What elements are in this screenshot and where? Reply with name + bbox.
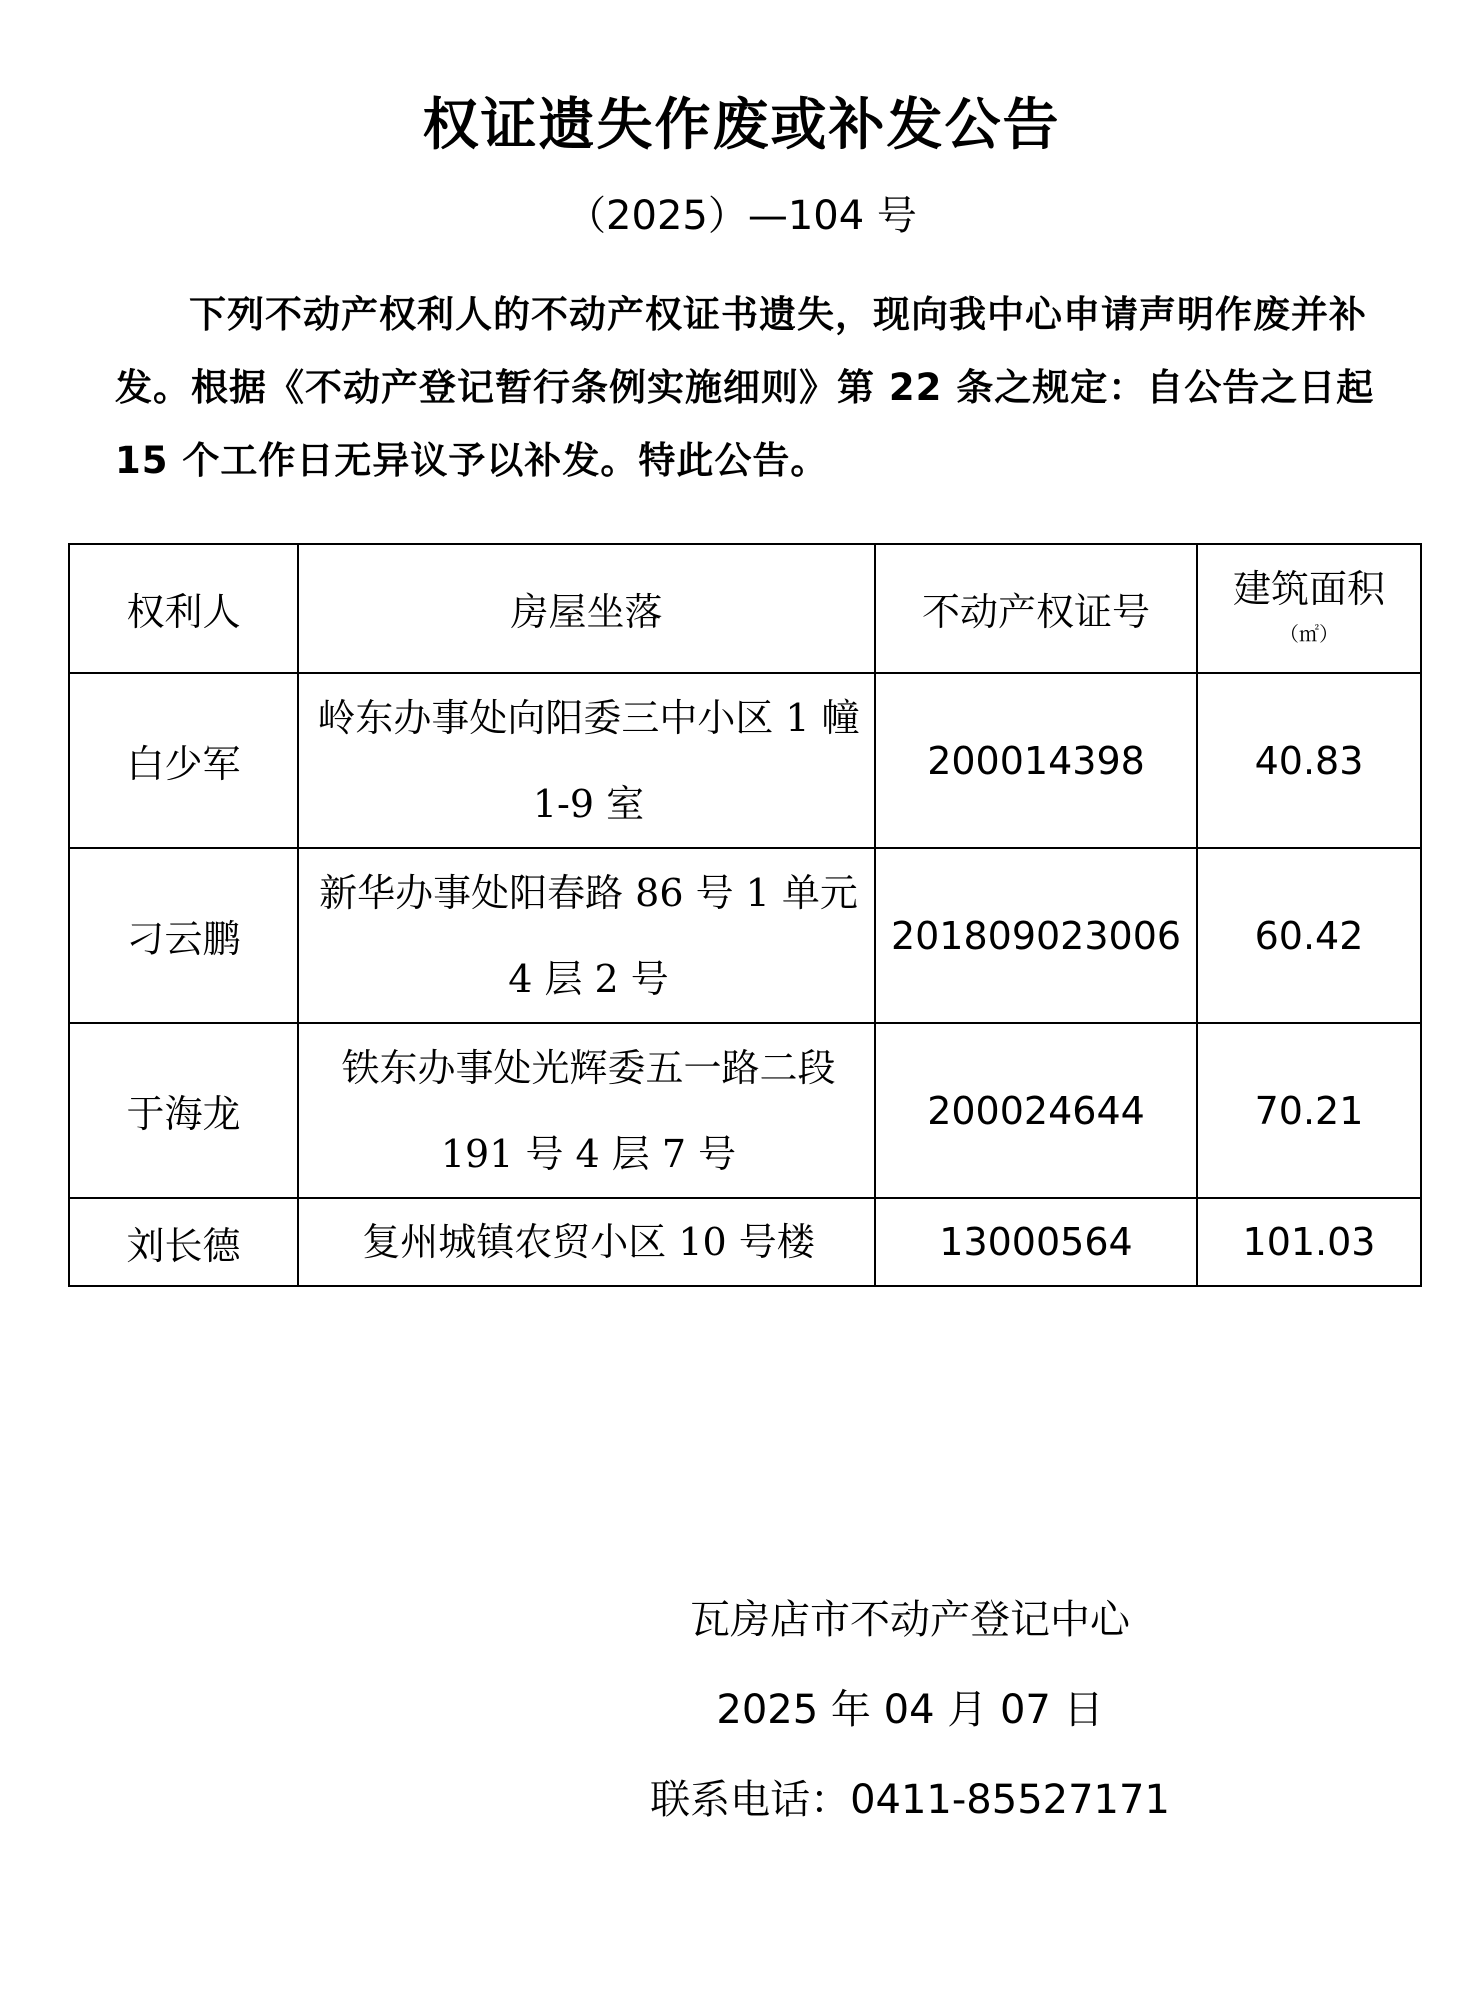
area-cell: 70.21 — [1197, 1023, 1421, 1198]
issue-date: 2025 年 04 月 07 日 — [716, 1687, 1104, 1733]
holder-cell: 白少军 — [69, 673, 298, 848]
document-number: （2025）—104 号 — [566, 193, 917, 239]
header-area-label: 建筑面积 — [1232, 566, 1385, 611]
notice-title: 权证遗失作废或补发公告 — [422, 93, 1061, 158]
table-row — [69, 848, 1421, 1023]
area-cell: 101.03 — [1197, 1198, 1421, 1286]
header-cert-no: 不动产权证号 — [875, 544, 1197, 673]
header-area-unit: （㎡） — [1279, 621, 1339, 646]
header-holder: 权利人 — [69, 544, 298, 673]
holder-cell: 于海龙 — [69, 1023, 298, 1198]
header-location: 房屋坐落 — [298, 544, 875, 673]
certificate-table — [68, 543, 1422, 1287]
cert-no-cell: 201809023006 — [875, 848, 1197, 1023]
table-row — [69, 1023, 1421, 1198]
holder-cell: 刘长德 — [69, 1198, 298, 1286]
area-cell: 40.83 — [1197, 673, 1421, 848]
issuer-name: 瓦房店市不动产登记中心 — [690, 1597, 1130, 1643]
location-cell: 岭东办事处向阳委三中小区 1 幢 1-9 室 — [298, 673, 875, 848]
location-cell: 铁东办事处光辉委五一路二段 191 号 4 层 7 号 — [298, 1023, 875, 1198]
cert-no-cell: 200024644 — [875, 1023, 1197, 1198]
table-header-row — [69, 544, 1421, 673]
table-row — [69, 1198, 1421, 1286]
contact-phone: 联系电话：0411-85527171 — [650, 1777, 1170, 1823]
cert-no-cell: 13000564 — [875, 1198, 1197, 1286]
signature-block — [600, 1575, 1220, 1845]
cert-no-cell: 200014398 — [875, 673, 1197, 848]
table-row — [69, 673, 1421, 848]
location-cell: 新华办事处阳春路 86 号 1 单元 4 层 2 号 — [298, 848, 875, 1023]
holder-cell: 刁云鹏 — [69, 848, 298, 1023]
header-area — [1197, 544, 1421, 673]
location-cell: 复州城镇农贸小区 10 号楼 — [298, 1198, 875, 1286]
notice-body: 下列不动产权利人的不动产权证书遗失，现向我中心申请声明作废并补发。根据《不动产登记暂行条例实施细则》第 22 条之规定：自公告之日起 15 个工作日无异议予以补发。特此公告。 — [115, 293, 1375, 482]
area-cell: 60.42 — [1197, 848, 1421, 1023]
